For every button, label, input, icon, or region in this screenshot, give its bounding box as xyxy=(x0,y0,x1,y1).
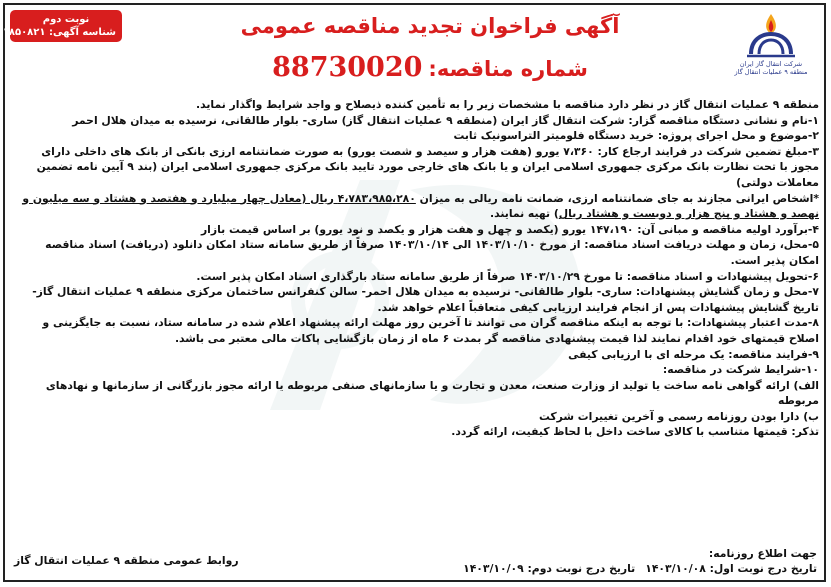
publication-dates xyxy=(463,546,817,577)
note-text-a: *اشخاص ایرانی مجازند به جای ضمانتنامه ارزی، ضمانت نامه ریالی به میزان xyxy=(415,191,819,205)
item-10-b: ب) دارا بودن روزنامه رسمی و آخرین تغییرات شرکت xyxy=(538,409,819,423)
item-10-a: الف) ارائه گواهی نامه ساخت یا تولید از وزارت صنعت، معدن و تجارت و یا سازمانهای صنفی مربوطه یا ارائه مجوز بازرگانی از سازمانها و نهادهای مربوطه xyxy=(45,378,819,408)
logo-region: منطقه ۹ عملیات انتقال گاز xyxy=(734,68,808,76)
logo-caption xyxy=(721,60,821,76)
item-10: ۱۰-شرایط شرکت در مناقصه: xyxy=(662,363,819,377)
note-amount-1: ۴،۷۸۳،۹۸۵،۲۸۰ ریال (معادل چهار میلیارد و هفتصد و هشتاد و سه میلیون و xyxy=(22,191,416,205)
item-2: ۲-موضوع و محل اجرای پروژه: خرید دستگاه فلومیتر التراسونیک ثابت xyxy=(453,129,819,143)
quality-note: تذکر: قیمتها متناسب با کالای ساخت داخل با لحاظ کیفیت، ارائه گردد. xyxy=(451,425,819,439)
tender-number: 88730020 xyxy=(272,52,423,83)
rial-guarantee-note xyxy=(12,191,819,222)
edition-badge xyxy=(2,10,122,42)
item-3: ۳-مبلغ تضمین شرکت در فرایند ارجاع کار: ۷،۳۶۰ یورو (هفت هزار و سیصد و شصت یورو) به صورت ضمانتنامه ارزی بانکی از بانک های داخلی دارای مجوز با تحت نظارت بانک مرکزی جمهوری اسلامی ایران و یا بانک های خارجی مورد تایید بانک مرکزی جمهوری اسلامی ایران (بند ۹ آیین نامه تضمین معاملات دولتی) xyxy=(36,144,819,189)
public-relations-signature: روابط عمومی منطقه ۹ عملیات انتقال گاز xyxy=(14,554,239,567)
gas-flame-logo-icon xyxy=(721,10,821,60)
note-text-b: ) تهیه نمایند. xyxy=(490,207,559,221)
page-title: آگهی فراخوان تجدید مناقصه عمومی xyxy=(240,14,620,38)
first-print-date: تاریخ درج نوبت اول: ۱۴۰۳/۱۰/۰۸ xyxy=(645,562,817,576)
logo-company: شرکت انتقال گاز ایران xyxy=(739,60,803,68)
item-7: ۷-محل و زمان گشایش پیشنهادات: ساری- بلوار طالقانی- نرسیده به میدان هلال احمر- سالن کنفرانس ساختمان مرکزی منطقه ۹ عملیات انتقال گاز- تاریخ گشایش پیشنهادات پس از انجام فرایند ارزیابی کیفی متعاقباً اعلام خواهد شد. xyxy=(32,285,819,314)
notice-body xyxy=(12,97,819,440)
item-6: ۶-تحویل پیشنهادات و اسناد مناقصه: تا مورخ ۱۴۰۳/۱۰/۲۹ صرفاً از طریق سامانه ستاد بارگذاری اسناد امکان پذیر است. xyxy=(196,269,819,283)
intro-text: منطقه ۹ عملیات انتقال گاز در نظر دارد مناقصه با مشخصات زیر را به تأمین کننده ذیصلاح و واجد شرایط واگذار نماید. xyxy=(196,98,819,111)
tender-number-line xyxy=(150,50,710,87)
item-8: ۸-مدت اعتبار پیشنهادات: با توجه به اینکه مناقصه گران می توانند تا آخرین روز مهلت ارائه پیشنهاد اعلام شده در سامانه ستاد، نسبت به جایگزینی و اصلاح قیمتهای خود اقدام نمایند لذا قیمت پیشنهادی مناقصه گر بمدت ۶ ماه از زمان بازگشایی پاکات مالی معتبر می باشد. xyxy=(42,316,819,345)
dates-row xyxy=(463,561,817,577)
company-logo xyxy=(721,10,821,90)
item-1: ۱-نام و نشانی دستگاه مناقصه گزار: شرکت انتقال گاز ایران (منطقه ۹ عملیات انتقال گاز) ساری- بلوار طالقانی، نرسیده به میدان هلال احمر xyxy=(72,113,819,127)
note-amount-2: نهصد و هشتاد و پنج هزار و دویست و هشتاد ریال xyxy=(558,207,819,221)
item-5: ۵-محل، زمان و مهلت دریافت اسناد مناقصه: از مورخ ۱۴۰۳/۱۰/۱۰ الی ۱۴۰۳/۱۰/۱۴ صرفاً از طریق سامانه ستاد امکان دانلود (دریافت) اسناد مناقصه امکان پذیر است. xyxy=(45,238,819,267)
tender-label: شماره مناقصه: xyxy=(428,57,588,81)
item-4: ۴-برآورد اولیه مناقصه و مبانی آن: ۱۴۷،۱۹۰ یورو (یکصد و چهل و هفت هزار و یکصد و نود یورو) بر اساس قیمت بازار xyxy=(200,222,819,236)
second-print-date: تاریخ درج نوبت دوم: ۱۴۰۳/۱۰/۰۹ xyxy=(463,562,636,576)
edition-label: نوبت دوم xyxy=(42,14,90,25)
item-9: ۹-فرایند مناقصه: یک مرحله ای با ارزیابی کیفی xyxy=(568,347,819,361)
newspaper-label: جهت اطلاع روزنامه: xyxy=(708,546,817,560)
ad-id: شناسه آگهی: ۱۸۵۰۸۲۱ xyxy=(2,27,116,38)
